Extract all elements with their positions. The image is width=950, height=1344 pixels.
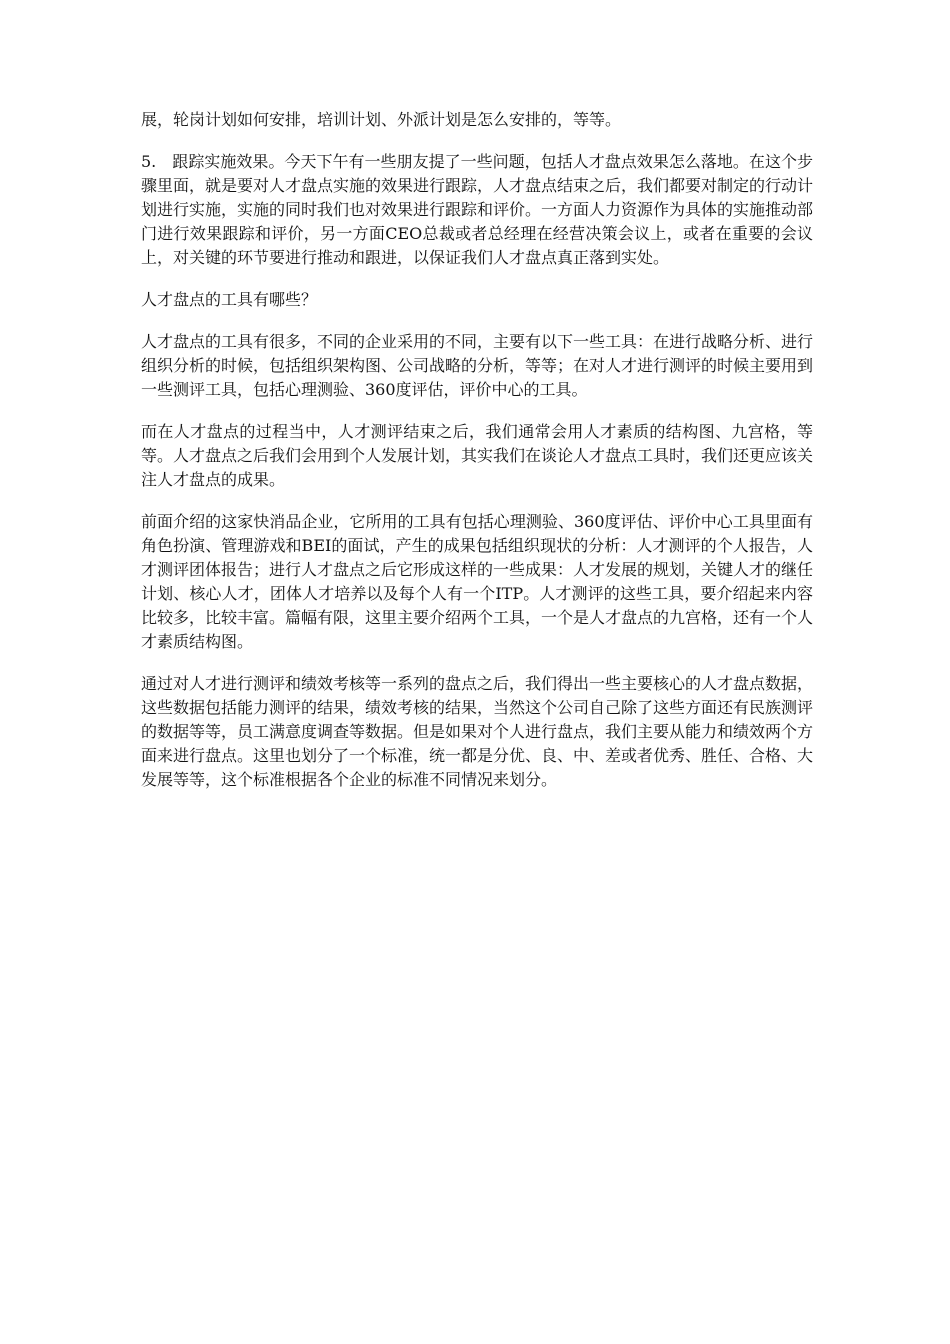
paragraph-data-standards: 通过对人才进行测评和绩效考核等一系列的盘点之后，我们得出一些主要核心的人才盘点数据，这些数据包括能力测评的结果，绩效考核的结果，当然这个公司自己除了这些方面还有民族测评的数据等等，员工满意度调查等数据。但是如果对个人进行盘点，我们主要从能力和绩效两个方面来进行盘点。这里也划分了一个标准，统一都是分优、良、中、差或者优秀、胜任、合格、大发展等等，这个标准根据各个企业的标准不同情况来划分。 <box>141 674 814 789</box>
paragraph-step-5-tracking: 5. 跟踪实施效果。今天下午有一些朋友提了一些问题，包括人才盘点效果怎么落地。在这个步骤里面，就是要对人才盘点实施的效果进行跟踪，人才盘点结束之后，我们都要对制定的行动计划进行实施，实施的同时我们也对效果进行跟踪和评价。一方面人力资源作为具体的实施推动部门进行效果跟踪和评价，另一方面CEO总裁或者总经理在经营决策会议上，或者在重要的会议上，对关键的环节要进行推动和跟进，以保证我们人才盘点真正落到实处。 <box>141 152 814 267</box>
document-page <box>141 108 813 810</box>
section-heading-tools: 人才盘点的工具有哪些？ <box>141 290 318 309</box>
paragraph-tools-overview: 人才盘点的工具有很多，不同的企业采用的不同，主要有以下一些工具：在进行战略分析、进行组织分析的时候，包括组织架构图、公司战略的分析，等等；在对人才进行测评的时候主要用到一些测评工具，包括心理测验、360度评估，评价中心的工具。 <box>141 332 814 399</box>
paragraph-fmcg-example: 前面介绍的这家快消品企业，它所用的工具有包括心理测验、360度评估、评价中心工具里面有角色扮演、管理游戏和BEI的面试，产生的成果包括组织现状的分析：人才测评的个人报告，人才测评团体报告；进行人才盘点之后它形成这样的一些成果：人才发展的规划，关键人才的继任计划、核心人才，团体人才培养以及每个人有一个ITP。人才测评的这些工具，要介绍起来内容比较多，比较丰富。篇幅有限，这里主要介绍两个工具，一个是人才盘点的九宫格，还有一个人才素质结构图。 <box>141 512 814 651</box>
paragraph-continuation: 展，轮岗计划如何安排，培训计划、外派计划是怎么安排的，等等。 <box>141 110 622 129</box>
paragraph-process-tools: 而在人才盘点的过程当中，人才测评结束之后，我们通常会用人才素质的结构图、九宫格，等等。人才盘点之后我们会用到个人发展计划，其实我们在谈论人才盘点工具时，我们还更应该关注人才盘点的成果。 <box>141 422 814 489</box>
